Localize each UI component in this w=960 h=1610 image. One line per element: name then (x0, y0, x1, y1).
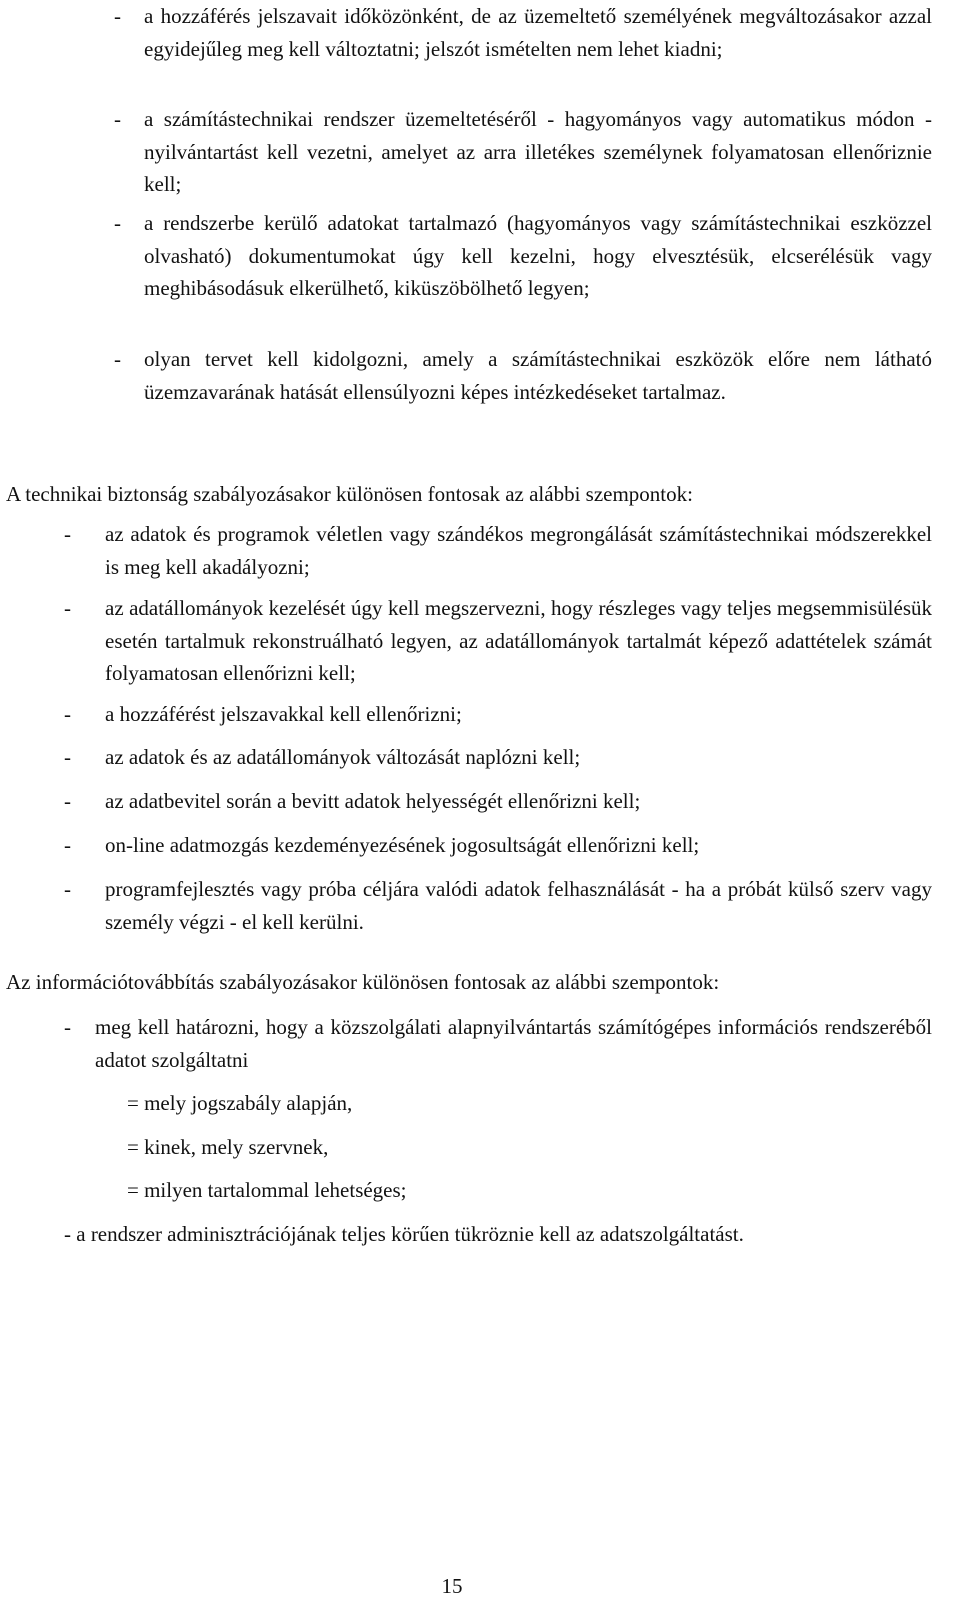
list-item (64, 741, 932, 774)
list-item (64, 698, 932, 731)
list-dash: - (64, 702, 71, 726)
list-item-text: a rendszerbe kerülő adatokat tartalmazó (hagyományos vagy számítástechnikai eszközzel olvasható) dokumentumokat úgy kell kezelni, hogy elvesztésük, elcserélésük vagy meghibásodásuk elkerülhető, kiküszöbölhető legyen; (144, 211, 932, 300)
final-list-item: - a rendszer adminisztrációjának teljes körűen tükröznie kell az adatszolgáltatást. (64, 1222, 744, 1246)
list-item-text: az adatbevitel során a bevitt adatok helyességét ellenőrizni kell; (105, 789, 641, 813)
list-dash: - (114, 211, 121, 235)
sub-item: = milyen tartalommal lehetséges; (127, 1178, 407, 1202)
list-item (114, 0, 932, 65)
list-item-text: a hozzáférés jelszavait időközönként, de az üzemeltető személyének megváltozásakor azzal egyidejűleg meg kell változtatni; jelszót ismételten nem lehet kiadni; (144, 4, 932, 61)
list-item-text: olyan tervet kell kidolgozni, amely a számítástechnikai eszközök előre nem látható üzemzavarának hatását ellensúlyozni képes intézkedéseket tartalmaz. (144, 347, 932, 404)
sub-item: = kinek, mely szervnek, (127, 1135, 329, 1159)
list-item-text: a számítástechnikai rendszer üzemeltetéséről - hagyományos vagy automatikus módon - nyilvántartást kell vezetni, amelyet az arra illetékes személynek folyamatosan ellenőriznie kell; (144, 107, 932, 196)
list-item-text: az adatok és programok véletlen vagy szándékos megrongálását számítástechnikai módszerekkel is meg kell akadályozni; (105, 522, 932, 579)
list-dash: - (114, 347, 121, 371)
list-item (64, 1011, 932, 1076)
list-item (64, 518, 932, 583)
list-item (64, 829, 932, 862)
list-dash: - (64, 877, 71, 901)
sub-item: = mely jogszabály alapján, (127, 1091, 353, 1115)
paragraph-information-forwarding: Az információtovábbítás szabályozásakor különösen fontosak az alábbi szempontok: (6, 970, 720, 994)
list-item (64, 785, 932, 818)
list-dash: - (114, 107, 121, 131)
list-item-text: az adatok és az adatállományok változását naplózni kell; (105, 745, 581, 769)
list-dash: - (64, 789, 71, 813)
list-item-text: a hozzáférést jelszavakkal kell ellenőrizni; (105, 702, 462, 726)
list-item (114, 103, 932, 201)
list-item (64, 873, 932, 938)
list-item (64, 592, 932, 690)
list-dash: - (64, 522, 71, 546)
page-number: 15 (441, 1574, 463, 1598)
list-dash: - (64, 745, 71, 769)
list-item-text: az adatállományok kezelését úgy kell megszervezni, hogy részleges vagy teljes megsemmisülésük esetén tartalmuk rekonstruálható legyen, az adatállományok tartalmát képező adattételek számát folyamatosan ellenőrizni kell; (105, 596, 932, 685)
list-dash: - (114, 4, 121, 28)
list-item-text: programfejlesztés vagy próba céljára valódi adatok felhasználását - ha a próbát külső szerv vagy személy végzi - el kell kerülni. (105, 877, 932, 934)
list-dash: - (64, 833, 71, 857)
list-item (114, 343, 932, 408)
list-item (114, 207, 932, 305)
paragraph-technical-security: A technikai biztonság szabályozásakor különösen fontosak az alábbi szempontok: (6, 482, 693, 506)
list-dash: - (64, 1015, 71, 1039)
list-item-text: on-line adatmozgás kezdeményezésének jogosultságát ellenőrizni kell; (105, 833, 700, 857)
list-dash: - (64, 596, 71, 620)
list-item-text: meg kell határozni, hogy a közszolgálati alapnyilvántartás számítógépes információs rendszeréből adatot szolgáltatni (95, 1015, 932, 1072)
